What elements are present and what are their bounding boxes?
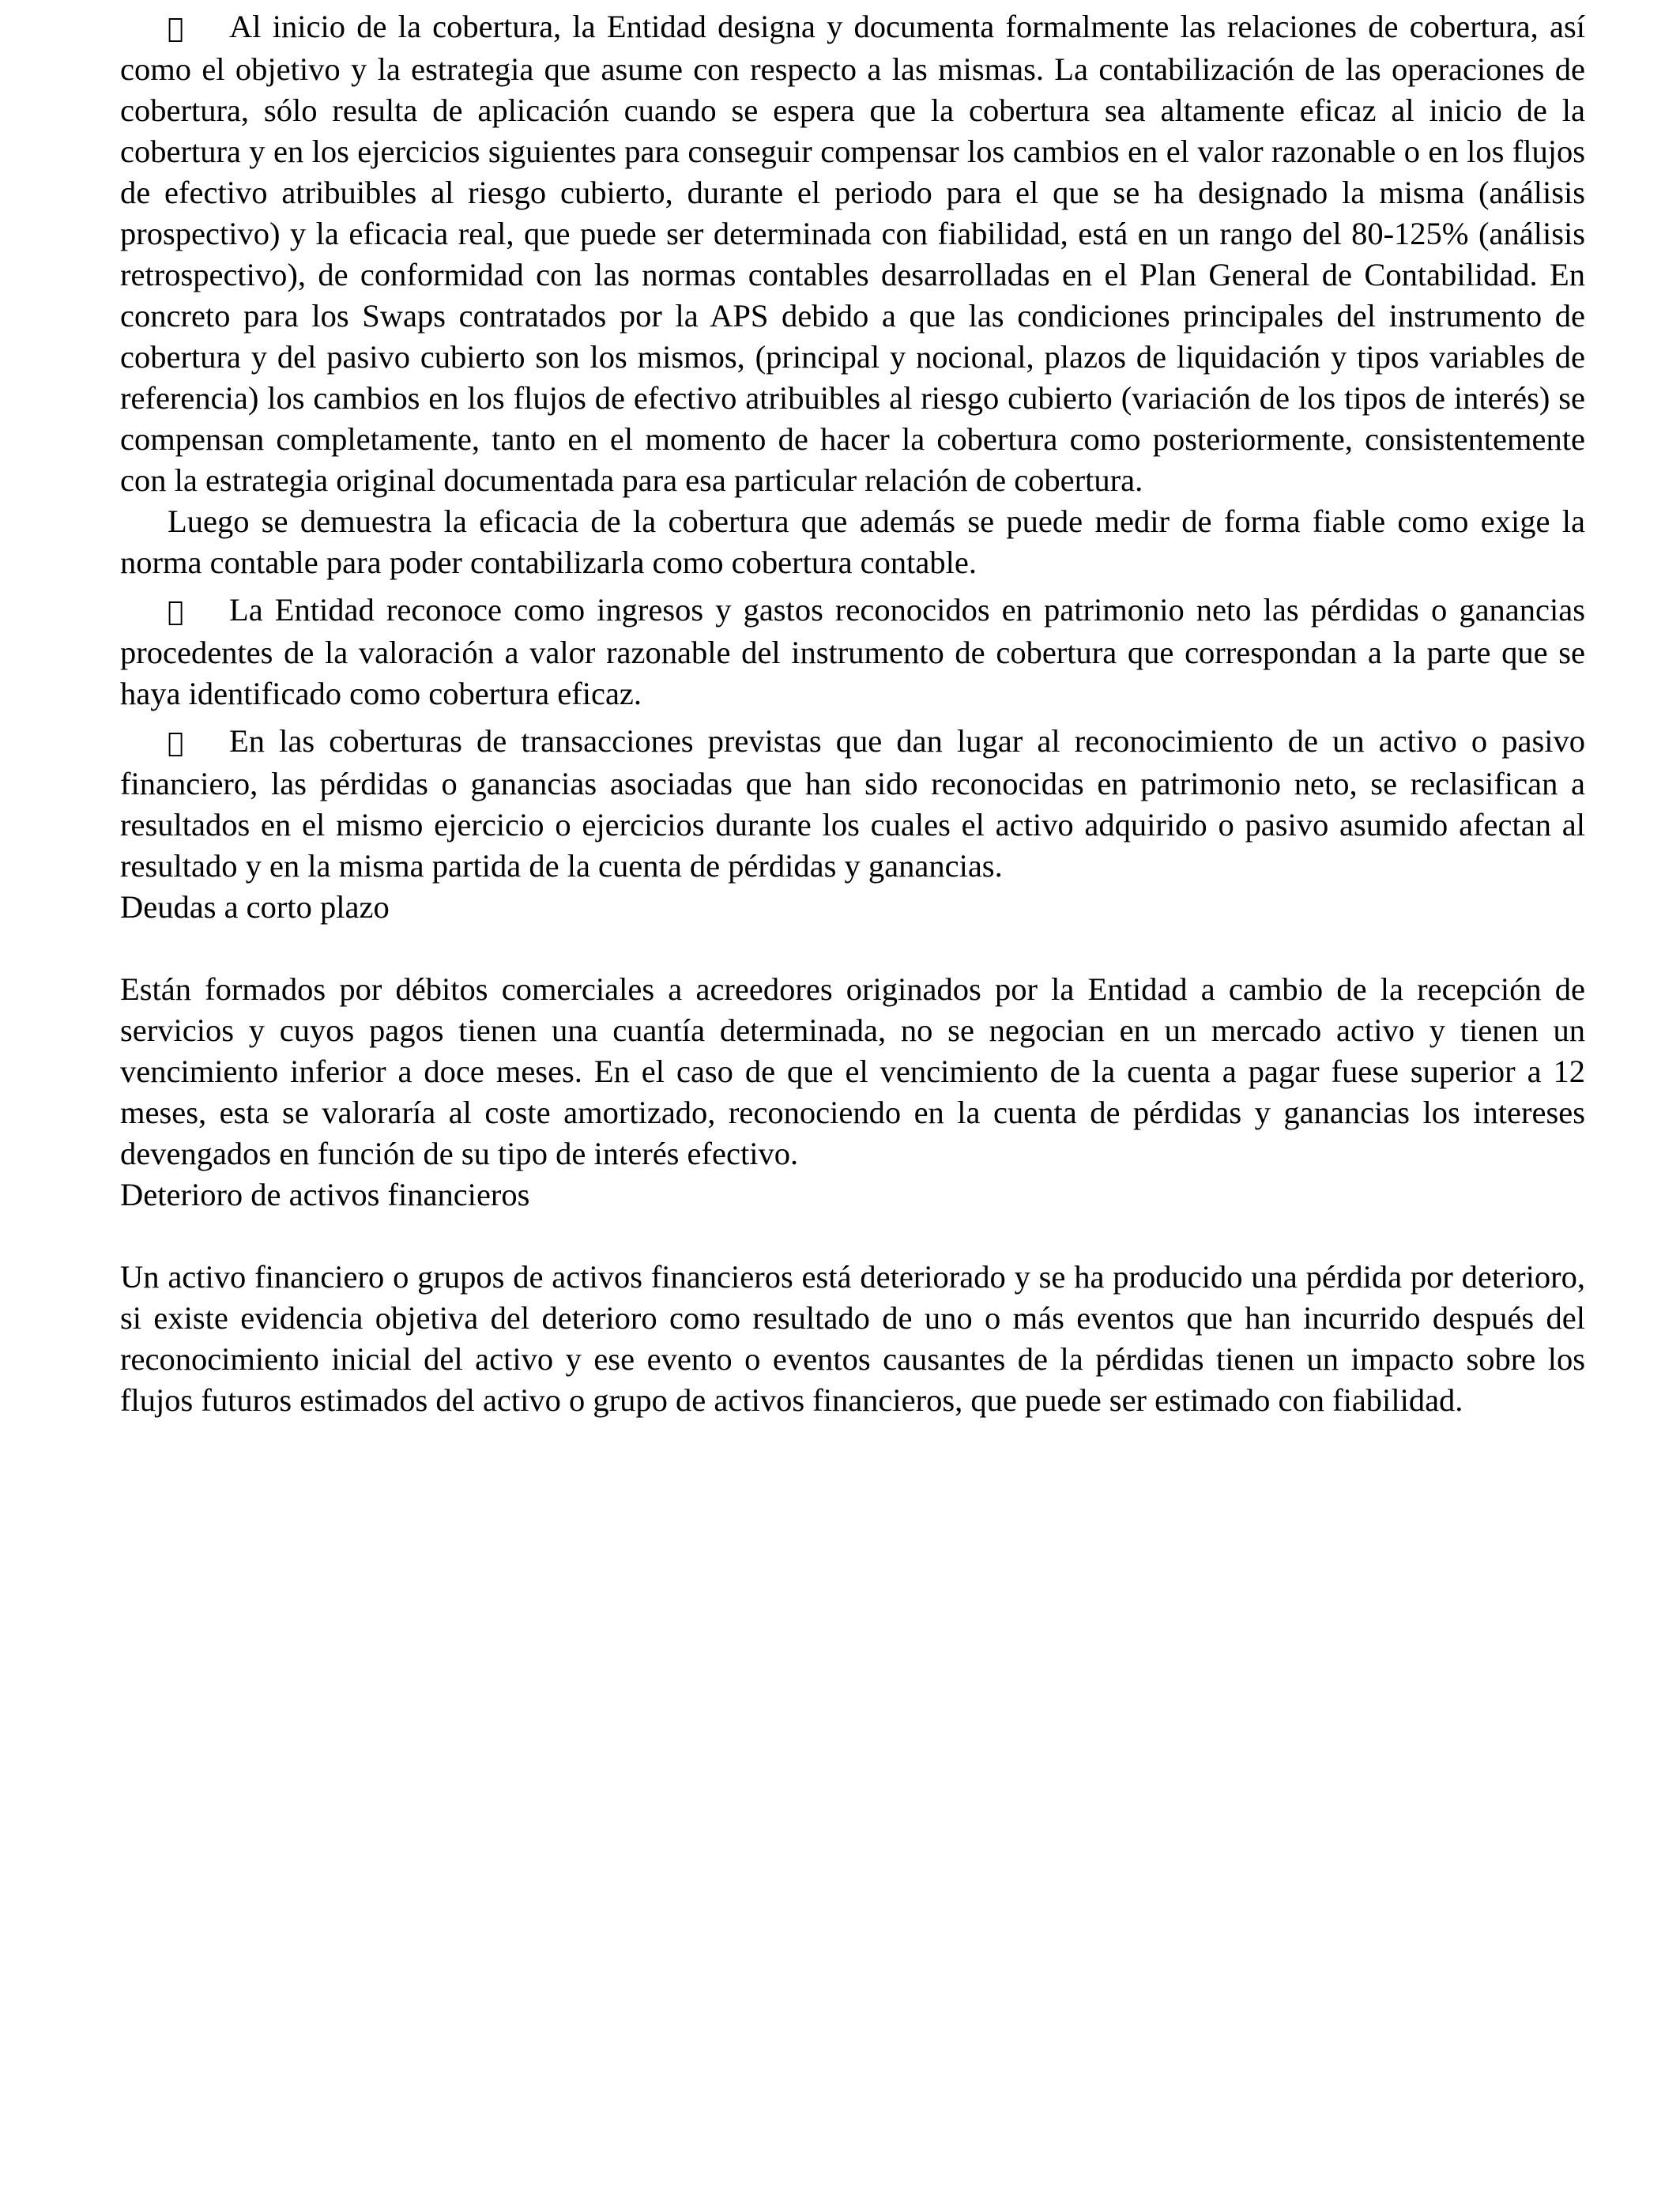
paragraph-deudas: Están formados por débitos comerciales a acreedores originados por la Entidad a cambio de la recepción de servicios y cuyos pagos tienen una cuantía determinada, no se negocian en un mercado activo y tienen un vencimiento inferior a doce meses. En el caso de que el vencimiento de la cuenta a pagar fuese superior a 12 meses, esta se valoraría al coste amortizado, reconociendo en la cuenta de pérdidas y ganancias los intereses devengados en función de su tipo de interés efectivo.: [120, 967, 1585, 1167]
paragraph-text: La Entidad reconoce como ingresos y gastos reconocidos en patrimonio neto las pérdidas o ganancias procedentes de la valoración a valor razonable del instrumento de cobertura que correspondan a la parte que se haya identificado como cobertura eficaz.: [120, 590, 1585, 708]
section-heading-deudas: Deudas a corto plazo: [120, 884, 390, 920]
paragraph-deterioro: Un activo financiero o grupos de activos financieros está deteriorado y se ha producido una pérdida por deterioro, si existe evidencia objetiva del deterioro como resultado de uno o más eventos que han incurrido después del reconocimiento inicial del activo y ese evento o eventos causantes de la pérdidas tienen un impacto sobre los flujos futuros estimados del activo o grupo de activos financieros, que puede ser estimado con fiabilidad.: [120, 1254, 1585, 1413]
paragraph-eficacia: Luego se demuestra la eficacia de la cobertura que además se puede medir de forma fiable como exige la norma contable para poder contabilizarla como cobertura contable.: [120, 502, 1585, 579]
paragraph-text: Al inicio de la cobertura, la Entidad designa y documenta formalmente las relaciones de cobertura, así como el objetivo y la estrategia que asume con respecto a las mismas. La contabilización de las operaciones de cobertura, sólo resulta de aplicación cuando se espera que la cobertura sea altamente eficaz al inicio de la cobertura y en los ejercicios siguientes para conseguir compensar los cambios en el valor razonable o en los flujos de efectivo atribuibles al riesgo cubierto, durante el periodo para el que se ha designado la misma (análisis prospectivo) y la eficacia real, que puede ser determinada con fiabilidad, está en un rango del 80-125% (análisis retrospectivo), de conformidad con las normas contables desarrolladas en el Plan General de Contabilidad. En concreto para los Swaps contratados por la APS debido a que las condiciones principales del instrumento de cobertura y del pasivo cubierto son los mismos, (principal y nocional, plazos de liquidación y tipos variables de referencia) los cambios en los flujos de efectivo atribuibles al riesgo cubierto (variación de los tipos de interés) se compensan completamente, tanto en el momento de hacer la cobertura como posteriormente, consistentemente con la estrategia original documentada para esa particular relación de cobertura.: [120, 9, 1585, 496]
bullet-paragraph-patrimonio-neto: [120, 590, 1585, 714]
bullet-icon: [120, 591, 229, 632]
bullet-paragraph-cobertura-designacion: [120, 6, 1585, 501]
paragraph-text: En las coberturas de transacciones previstas que dan lugar al reconocimiento de un activo o pasivo financiero, las pérdidas o ganancias asociadas que han sido reconocidas en patrimonio neto, se reclasifican a resultados en el mismo ejercicio o ejercicios durante los cuales el activo adquirido o pasivo asumido afectan al resultado y en la misma partida de la cuenta de pérdidas y ganancias.: [120, 720, 1585, 879]
section-heading-deterioro: Deterioro de activos financieros: [120, 1172, 530, 1208]
bullet-paragraph-transacciones-previstas: [120, 721, 1585, 887]
bullet-icon: [120, 8, 229, 49]
bullet-icon: [120, 722, 229, 763]
document-page: [120, 6, 1585, 1421]
